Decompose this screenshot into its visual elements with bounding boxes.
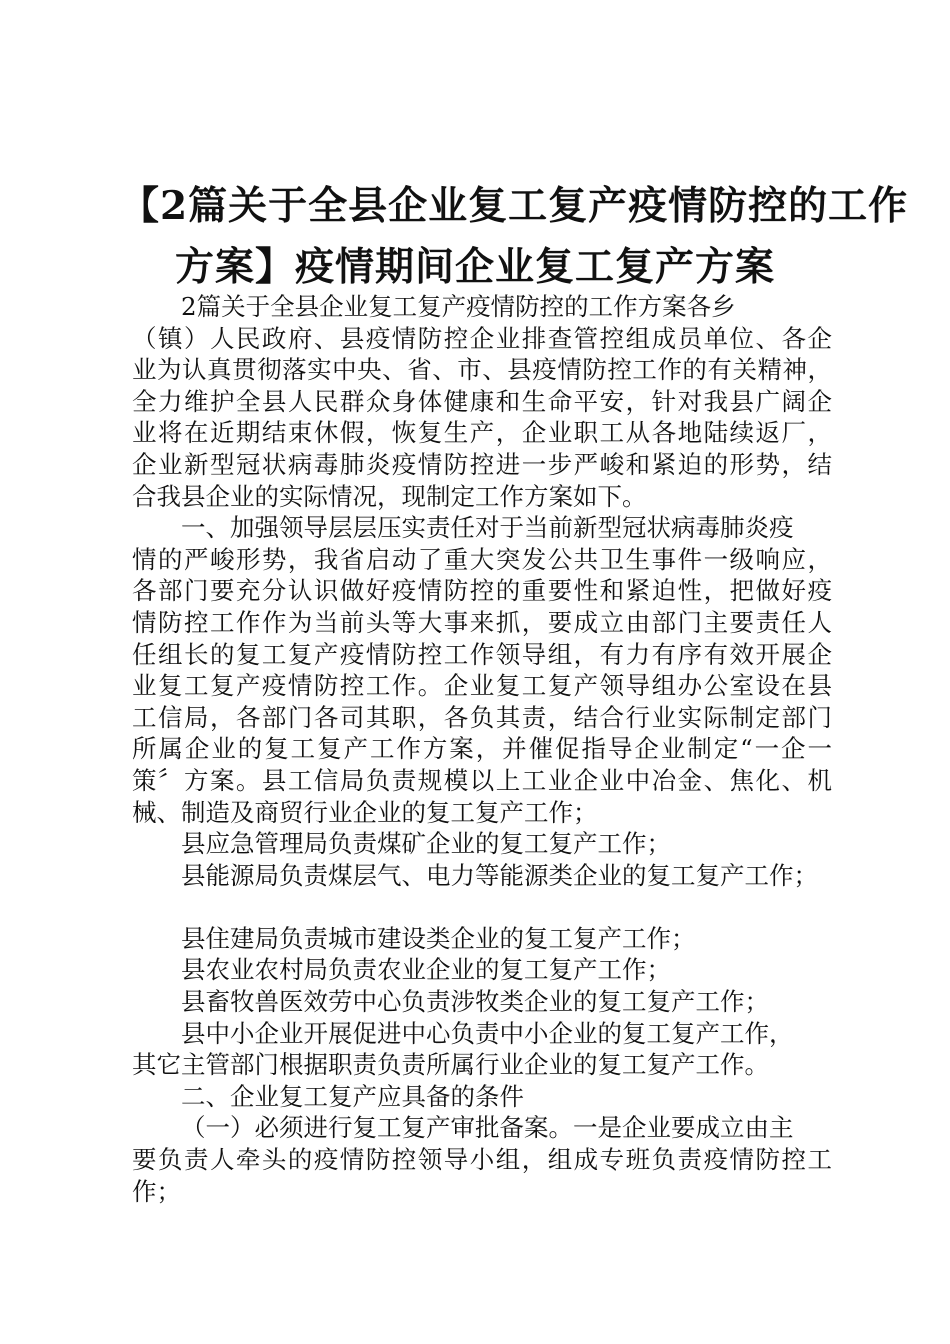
paragraph-line: 县畜牧兽医效劳中心负责涉牧类企业的复工复产工作； bbox=[181, 987, 769, 1017]
paragraph-line: 县中小企业开展促进中心负责中小企业的复工复产工作， bbox=[181, 1018, 794, 1048]
paragraph-line: 县农业农村局负责农业企业的复工复产工作； bbox=[181, 955, 671, 985]
document-body bbox=[132, 291, 832, 1207]
document-title-line-2: 方案】疫情期间企业复工复产方案 bbox=[174, 244, 775, 290]
paragraph-line: 情防控工作作为当前头等大事来抓，要成立由部门主要责任人 bbox=[132, 607, 832, 637]
blank-line bbox=[132, 891, 832, 923]
paragraph-line: 业将在近期结束休假，恢复生产，企业职工从各地陆续返厂， bbox=[132, 418, 832, 448]
paragraph-line: 要负责人牵头的疫情防控领导小组，组成专班负责疫情防控工 bbox=[132, 1145, 832, 1175]
paragraph-line: 业为认真贯彻落实中央、省、市、县疫情防控工作的有关精神， bbox=[132, 355, 832, 385]
paragraph-line: 策〞方案。县工信局负责规模以上工业企业中冶金、焦化、机 bbox=[132, 765, 832, 795]
paragraph-line: 情的严峻形势，我省启动了重大突发公共卫生事件一级响应， bbox=[132, 544, 832, 574]
paragraph-line: 作； bbox=[132, 1176, 181, 1206]
paragraph-line: 业复工复产疫情防控工作。企业复工复产领导组办公室设在县 bbox=[132, 671, 832, 701]
paragraph-line: 全力维护全县人民群众身体健康和生命平安，针对我县广阔企 bbox=[132, 386, 832, 416]
paragraph-line: 2篇关于全县企业复工复产疫情防控的工作方案各乡 bbox=[181, 292, 736, 321]
paragraph-line: 任组长的复工复产疫情防控工作领导组，有力有序有效开展企 bbox=[132, 639, 832, 669]
paragraph-line: 其它主管部门根据职责负责所属行业企业的复工复产工作。 bbox=[132, 1050, 769, 1080]
paragraph-line: 械、制造及商贸行业企业的复工复产工作； bbox=[132, 797, 598, 827]
paragraph-line: 所属企业的复工复产工作方案，并催促指导企业制定“一企一 bbox=[132, 734, 832, 764]
paragraph-line: 一、加强领导层层压实责任对于当前新型冠状病毒肺炎疫 bbox=[181, 513, 794, 543]
paragraph-line: 企业新型冠状病毒肺炎疫情防控进一步严峻和紧迫的形势，结 bbox=[132, 449, 832, 479]
paragraph-line: （镇）人民政府、县疫情防控企业排查管控组成员单位、各企 bbox=[132, 323, 832, 353]
paragraph-line: 县能源局负责煤层气、电力等能源类企业的复工复产工作； bbox=[181, 860, 818, 890]
paragraph-line: 二、企业复工复产应具备的条件 bbox=[181, 1081, 524, 1111]
paragraph-line: 县住建局负责城市建设类企业的复工复产工作； bbox=[181, 923, 696, 953]
paragraph-line: 各部门要充分认识做好疫情防控的重要性和紧迫性，把做好疫 bbox=[132, 576, 832, 606]
paragraph-line: 工信局，各部门各司其职，各负其责，结合行业实际制定部门 bbox=[132, 702, 832, 732]
paragraph-line: 县应急管理局负责煤矿企业的复工复产工作； bbox=[181, 829, 671, 859]
document-title-line-1: 【2篇关于全县企业复工复产疫情防控的工作 bbox=[120, 183, 909, 229]
paragraph-line: （一）必须进行复工复产审批备案。一是企业要成立由主 bbox=[181, 1113, 794, 1143]
paragraph-line: 合我县企业的实际情况，现制定工作方案如下。 bbox=[132, 481, 647, 511]
